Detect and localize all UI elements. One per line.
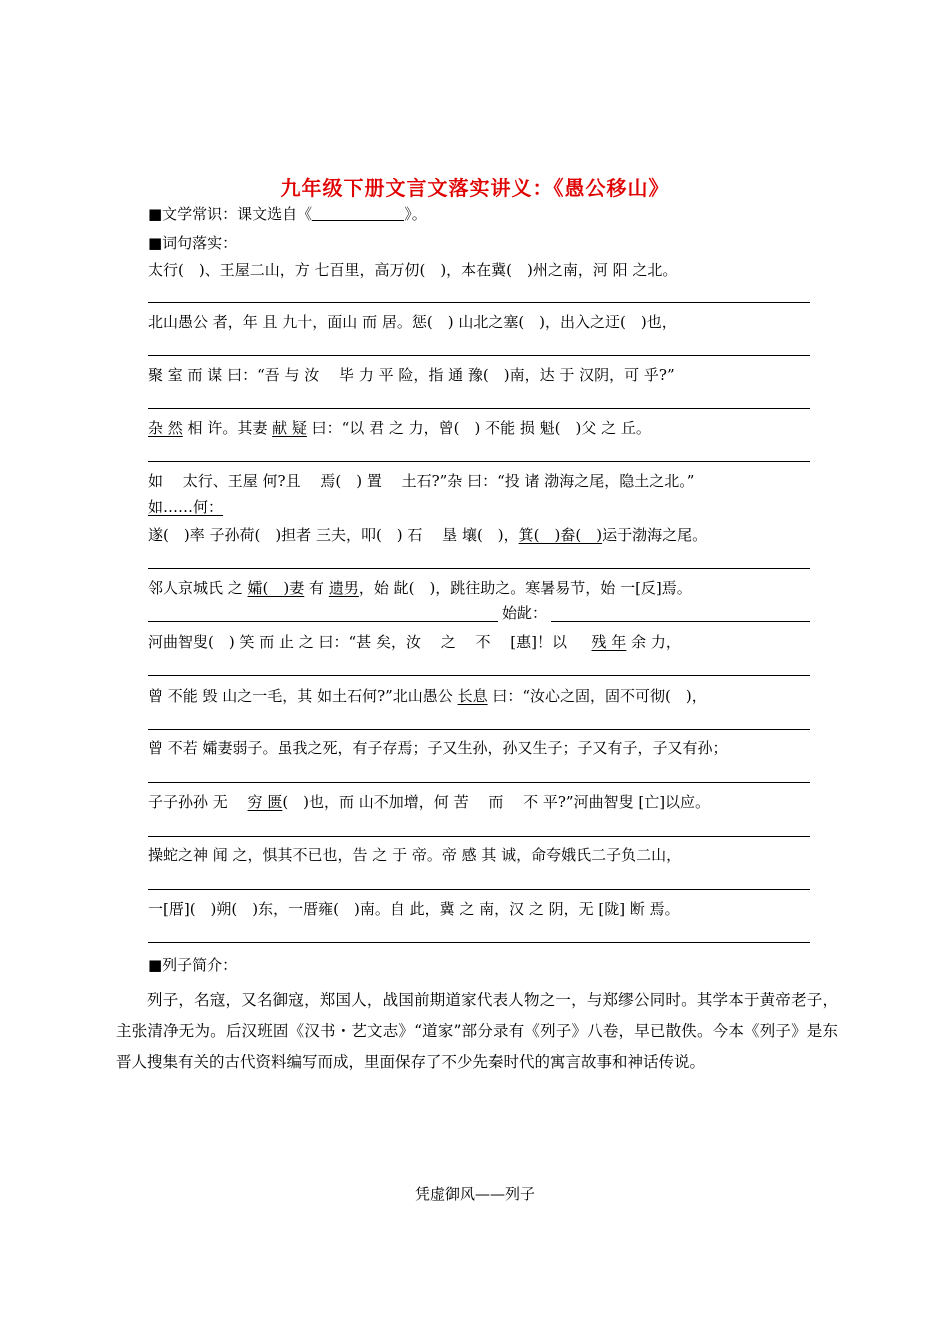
answer-rule[interactable] <box>148 889 810 890</box>
line-text: 河曲智叟( ) 笑 而 止 之 曰：“甚 矣，汝 之 不 [惠]！以 <box>148 633 592 651</box>
line-text: 遂( )率 子孙荷( )担者 三夫，叩( ) 石 垦 壤( )， <box>148 526 519 544</box>
literary-knowledge-prefix: ■文学常识：课文选自《 <box>148 205 313 223</box>
text-line-11 <box>148 792 710 812</box>
answer-rule[interactable] <box>148 729 810 730</box>
underlined-term: 献 疑 <box>272 419 307 437</box>
underlined-term: 穷 匮 <box>247 793 283 811</box>
underlined-term: 长息 <box>457 687 488 705</box>
liezi-heading: ■列子简介： <box>148 956 238 974</box>
line-text: 余 力， <box>626 633 681 651</box>
answer-rule[interactable] <box>148 782 810 783</box>
line-text: 曰：“汝心之固，固不可彻( )， <box>487 687 707 705</box>
line-text: ( )也，而 山不加增，何 苦 而 不 平?”河曲智叟 [亡]以应。 <box>282 793 711 811</box>
line-text: ，始 龀( )，跳往助之。寒暑易节，始 一[反]焉。 <box>358 579 692 597</box>
line-text: 有 <box>304 579 329 597</box>
line-text: 曰：“以 君 之 力，曾( ) 不能 损 魁( )父 之 丘。 <box>306 419 651 437</box>
underlined-term: 杂 然 <box>148 419 183 437</box>
note-ruhe: 如……何： <box>148 498 224 516</box>
answer-blank[interactable] <box>312 206 404 221</box>
vocab-heading: ■词句落实： <box>148 234 238 252</box>
line-text: 邻人京城氏 之 <box>148 579 248 597</box>
answer-rule[interactable] <box>148 568 810 569</box>
image-caption: 凭虚御风——列子 <box>414 1185 535 1203</box>
underlined-term: 遗男 <box>328 579 359 597</box>
note-shichen: 始龀： <box>498 603 551 623</box>
answer-rule[interactable] <box>148 942 810 943</box>
line-text: 运于渤海之尾。 <box>602 526 708 544</box>
answer-rule[interactable] <box>148 675 810 676</box>
text-line-6 <box>148 525 707 545</box>
text-line-8 <box>148 632 681 652</box>
answer-rule[interactable] <box>148 836 810 837</box>
text-line-10: 曾 不若 孀妻弱子。虽我之死，有子存焉；子又生孙，孙又生子；子又有子，子又有孙； <box>148 739 728 757</box>
line-text: 相 许。其妻 <box>182 419 273 437</box>
text-line-13: 一[厝]( )朔( )东，一厝雍( )南。自 此，冀 之 南，汉 之 阴，无 [陇] 断 焉。 <box>148 900 680 918</box>
answer-rule[interactable] <box>148 302 810 303</box>
underlined-term: 孀( )妻 <box>247 579 305 597</box>
text-line-9 <box>148 686 707 706</box>
text-line-12: 操蛇之神 闻 之，惧其不已也，告 之 于 帝。帝 感 其 诚，命夸娥氏二子负二山， <box>148 846 682 864</box>
underlined-term: 箕( )畚( ) <box>518 526 603 544</box>
underlined-term: 残 年 <box>591 633 627 651</box>
text-line-5: 如 太行、王屋 何?且 焉( ) 置 土石?”杂 曰：“投 诸 渤海之尾，隐土之北。” <box>148 472 695 490</box>
line-text: 曾 不能 毁 山之一毛，其 如土石何?”北山愚公 <box>148 687 458 705</box>
text-line-1: 太行( )、王屋二山，方 七百里，高万仞( )，本在冀( )州之南，河 阳 之北。 <box>148 261 678 279</box>
text-line-4 <box>148 418 651 438</box>
literary-knowledge <box>148 204 427 224</box>
text-line-7 <box>148 578 692 598</box>
answer-rule[interactable] <box>148 621 810 622</box>
document-title: 九年级下册文言文落实讲义：《愚公移山》 <box>280 176 670 200</box>
answer-rule[interactable] <box>148 461 810 462</box>
text-line-2: 北山愚公 者，年 且 九十，面山 而 居。惩( ) 山北之塞( )，出入之迂( )也， <box>148 313 677 331</box>
literary-knowledge-suffix: 》。 <box>404 205 427 223</box>
line-text: 子子孙孙 无 <box>148 793 248 811</box>
answer-rule[interactable] <box>148 355 810 356</box>
text-line-3: 聚 室 而 谋 曰：“吾 与 汝 毕 力 平 险，指 通 豫( )南，达 于 汉阴，可 乎?” <box>148 366 675 384</box>
answer-rule[interactable] <box>148 408 810 409</box>
liezi-intro-paragraph: 列子，名寇，又名御寇，郑国人，战国前期道家代表人物之一，与郑缪公同时。其学本于黄帝老子，主张清净无为。后汉班固《汉书・艺文志》“道家”部分录有《列子》八卷，早已散佚。今本《列子》是东晋人搜集有关的古代资料编写而成，里面保存了不少先秦时代的寓言故事和神话传说。 <box>116 991 838 1071</box>
